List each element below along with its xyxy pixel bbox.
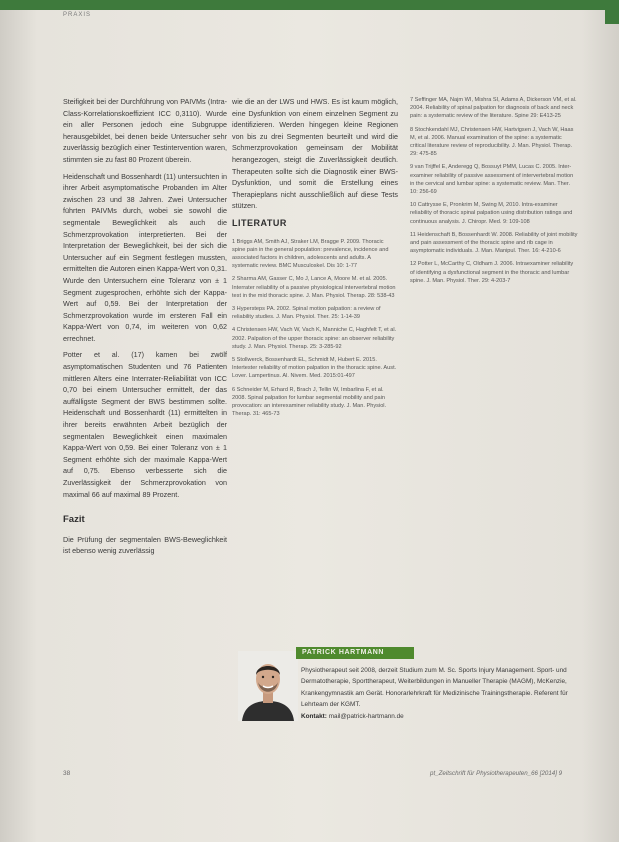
column-2	[232, 96, 398, 423]
author-photo	[238, 651, 298, 721]
corner-color-tab	[605, 0, 619, 24]
reference-item: 4 Christensen HW, Vach W, Vach K, Manniche C, Haghfelt T, et al. 2002. Palpation of the upper thoracic spine: an observer reliability study. J. Man. Physiol. Therap. 25: 3-285-92	[232, 327, 397, 350]
reference-item: 10 Cattrysse E, Pronkrim M, Swing M, 2010. Intra-examiner reliability of thoracic spinal palpation using distribution ratings and continuous analysis. J. Chiropr. Med. 9: 109-108	[410, 202, 573, 225]
reference-item: 3 Hypersteps PA. 2002. Spinal motion palpation: a review of reliability studies. J. Man. Physiol. Ther. 25: 1-14-39	[232, 305, 381, 321]
section-label: PRAXIS	[63, 12, 92, 18]
author-bio: Physiotherapeut seit 2008, derzeit Studium zum M. Sc. Sports Injury Management. Sport- und Dermatotherapie, Sporttherapeut, Weiterbildungen in Manueller Therapie (MAGM), McKenzie, Krankengymnastik am Gerät. Honorarlehrkraft für Medizinische Trainingstherapie. Referent für Lehrteam der KGMT.	[301, 667, 568, 709]
paragraph: Die Prüfung der segmentalen BWS-Beweglichkeit ist ebenso wenig zuverlässig	[63, 534, 227, 556]
page-number: 38	[63, 770, 71, 777]
reference-item: 2 Sharma AM, Gasser C, Mo J, Lance A, Moore M. et al. 2005. Interrater reliability of a passive physiological intervertebral motion test in the mid thoracic spine. J. Man. Physiol. Therap. 28: 538-43	[232, 276, 396, 299]
paragraph: Heidenschaft und Bossenhardt (11) untersuchten in ihrer Arbeit asymptomatische Probanden im Alter zwischen 23 und 38 Jahren. Zwei Untersucher führten PAIVMs durch, wobei sie sowohl die segmentale Beweglichkeit als auch die Schmerzprovokation interpretierten. Bei der Interpretation der Beweglichkeit, bei der sich die Untersucher auf ein Segment festlegen mussten, ermittelten die Autoren einen Kappa-Wert von 0,31. Wurde den Untersuchern eine Toleranz von ± 1 Segment zugesprochen, erhöhte sich der Kappa-Wert auf 0,59. Bei der Interpretation der Schmerzprovokation wurde im ersteren Fall ein Kappa-Wert von 0,74, im weiteren von 0,62 errechnet.	[63, 171, 227, 343]
column-3	[410, 96, 578, 290]
reference-item: 9 van Trijffel E, Anderegg Q, Bossuyt PMM, Lucas C. 2005. Inter-examiner reliability of passive assessment of intervertebral motion in the cervical and lumbar spine: a systematic review. Man. Ther. 10: 256-69	[410, 164, 574, 196]
reference-item: 7 Seffinger MA, Najm WI, Mishra SI, Adams A, Dickerson VM, et al. 2004. Reliability of spinal palpation for diagnosis of back and neck pain: a systematic review of the literature. Spine 29: E413-25	[410, 97, 577, 120]
author-name: PATRICK HARTMANN	[296, 647, 414, 659]
contact-label: Kontakt:	[301, 712, 327, 720]
reference-item: 11 Heidenschaft B, Bossenhardt W. 2008. Reliability of joint mobility and pain assessment of the thoracic spine and rib cage in asymptomatic individuals. J. Man. Manipul. Ther. 16: 4-210-6	[410, 231, 578, 255]
author-box	[238, 647, 583, 751]
portrait-illustration	[238, 651, 298, 721]
journal-footer: pt_Zeitschrift für Physiotherapeuten_66 [2014] 9	[430, 770, 563, 777]
fazit-heading: Fazit	[63, 514, 85, 526]
reference-item: 8 Stochkendahl MJ, Christensen HW, Hartvigsen J, Vach W, Haas M, et al. 2006. Manual examination of the spine: a systematic critical literature review of reproducibility. J. Man. Physiol. Therap. 29: 475-85	[410, 126, 574, 158]
reference-item: 12 Potter L, McCarthy C, Oldham J. 2006. Intraexaminer reliability of identifying a dysfunctional segment in the thoracic and lumbar spine. J. Man. Physiol. Ther. 29: 4-203-7	[410, 261, 574, 284]
reference-item: 1 Briggs AM, Smith AJ, Straker LM, Bragge P. 2009. Thoracic spine pain in the general population: prevalence, incidence and associated factors in children, adolescents and adults. A systematic review. BMC Musculoskel. Dis 10: 1-77	[232, 238, 389, 270]
contact-email: mail@patrick-hartmann.de	[328, 712, 404, 720]
top-color-bar	[0, 0, 619, 10]
paragraph: wie die an der LWS und HWS. Es ist kaum möglich, eine Dysfunktion von einem einzelnen Segment zu identifizieren. Werden hingegen kleine Regionen von bis zu drei Segmenten beurteilt und wird die Schmerzprovokation gemeinsam der Mobilität herangezogen, steigt die Zuverlässigkeit deutlich. Therapeuten sollte sich die Diagnostik einer BWS-Dysfunktion, und somit die Erstellung eines Therapieplans nicht ausschließlich auf diese Tests stützen.	[232, 97, 398, 211]
paragraph: Steifigkeit bei der Durchführung von PAIVMs (Intra-Class-Korrelationskoeffizient ICC 0,3110). Wurde ein aller Personen jedoch eine Subgruppe herausgebildet, bei denen beide Untersucher sehr zuverlässig bezüglich einer Testintervention waren, stimmten sie zu fast 80 Prozent überein.	[63, 97, 227, 164]
reference-item: 6 Schneider M, Erhard R, Brach J, Tellin W, Imbarlina F, et al. 2008. Spinal palpation for lumbar segmental mobility and pain provocation: an interexaminer reliability study. J. Man. Physiol. Therap. 31: 465-73	[232, 386, 387, 418]
reference-item: 5 Stollwerck, Bossenhardt EL, Schmidt M, Hubert E. 2015. Intertester reliability of motion palpation in the thoracic spine. Aust. Lover. Lampertinus. Al. Nivem. Med. 2015:01-497	[232, 356, 397, 380]
author-bio-block	[301, 665, 581, 722]
paragraph: Potter et al. (17) kamen bei zwölf asymptomatischen Studenten und 76 Patienten mittleren Alters eine Interrater-Reliabilität von ICC 0,70 bei einem Untersucher ermittelt, der das auffälligste Segment der BWS bestimmen sollte. Heidenschaft und Bossenhardt (11) ermittelten in ihrer bereits erwähnten Arbeit bezüglich der segmentalen Beweglichkeit einen maximalen Kappa-Wert von 0,59. Bei einer Toleranz von ± 1 Segment erhöhte sich der maximale Kappa-Wert auf 0,75. Ebenso verbesserte sich die Zuverlässigkeit der Schmerzprovokation von maximal 66 auf maximal 89 Prozent.	[63, 350, 227, 499]
column-1	[63, 96, 227, 562]
literature-heading: LITERATUR	[232, 217, 287, 228]
